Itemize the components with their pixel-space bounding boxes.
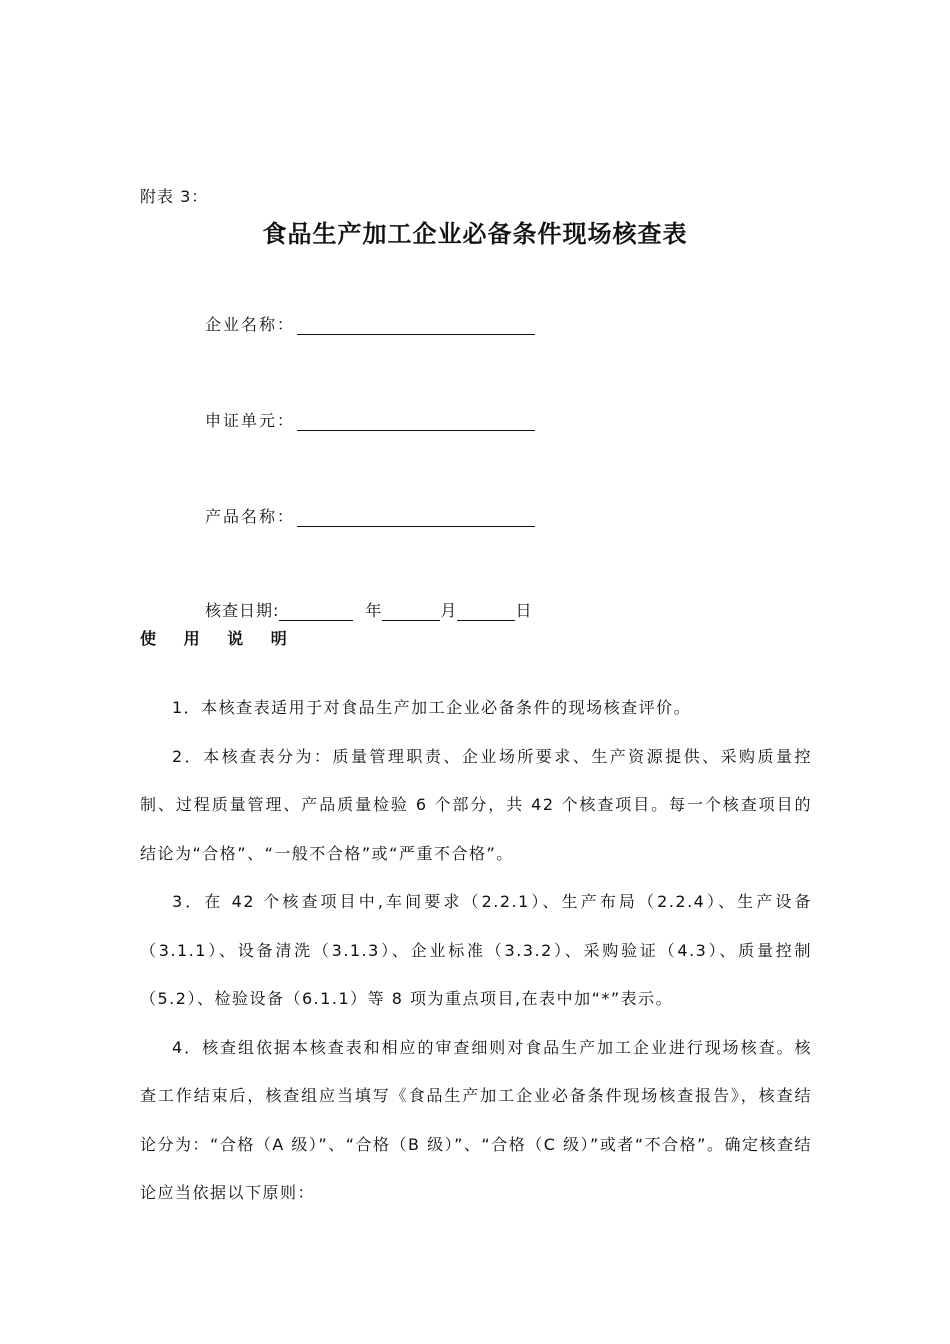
instruction-paragraph-1: 1．本核查表适用于对食品生产加工企业必备条件的现场核查评价。 [172, 698, 692, 717]
enterprise-name-blank[interactable] [297, 316, 535, 335]
application-unit-label: 申证单元： [205, 411, 296, 430]
product-name-label: 产品名称： [205, 507, 296, 526]
product-name-field [205, 504, 535, 527]
application-unit-blank[interactable] [297, 412, 535, 431]
month-label: 月 [440, 601, 458, 620]
enterprise-name-field [205, 312, 535, 335]
day-label: 日 [515, 601, 533, 620]
day-blank[interactable] [457, 602, 515, 621]
instruction-paragraph-2: 2．本核查表分为：质量管理职责、企业场所要求、生产资源提供、采购质量控制、过程质量管理、产品质量检验 6 个部分，共 42 个核查项目。每一个核查项目的结论为“合格”、“一般不合格”或“严重不合格”。 [140, 746, 812, 863]
instructions-body [140, 684, 812, 1218]
inspection-date-label: 核查日期: [205, 601, 280, 620]
product-name-blank[interactable] [297, 508, 535, 527]
year-blank[interactable] [279, 602, 353, 621]
enterprise-name-label: 企业名称： [205, 315, 296, 334]
instruction-paragraph-4: 4．核查组依据本核查表和相应的审查细则对食品生产加工企业进行现场核查。核查工作结束后，核查组应当填写《食品生产加工企业必备条件现场核查报告》，核查结论分为：“合格（A 级）”、“合格（B 级）”、“合格（C 级）”或者“不合格”。确定核查结论应当依据以下原则： [140, 1037, 812, 1202]
page-title: 食品生产加工企业必备条件现场核查表 [262, 220, 688, 248]
instruction-paragraph-3: 3．在 42 个核查项目中,车间要求（2.2.1）、生产布局（2.2.4）、生产设备（3.1.1）、设备清洗（3.1.3）、企业标准（3.3.2）、采购验证（4.3）、质量控制（5.2）、检验设备（6.1.1）等 8 项为重点项目,在表中加“*”表示。 [140, 892, 812, 1008]
year-label: 年 [365, 601, 383, 620]
month-blank[interactable] [382, 602, 440, 621]
application-unit-field [205, 408, 535, 431]
inspection-date-field [205, 598, 532, 621]
attachment-label: 附表 3： [140, 187, 209, 206]
instructions-heading: 使 用 说 明 [140, 629, 298, 648]
